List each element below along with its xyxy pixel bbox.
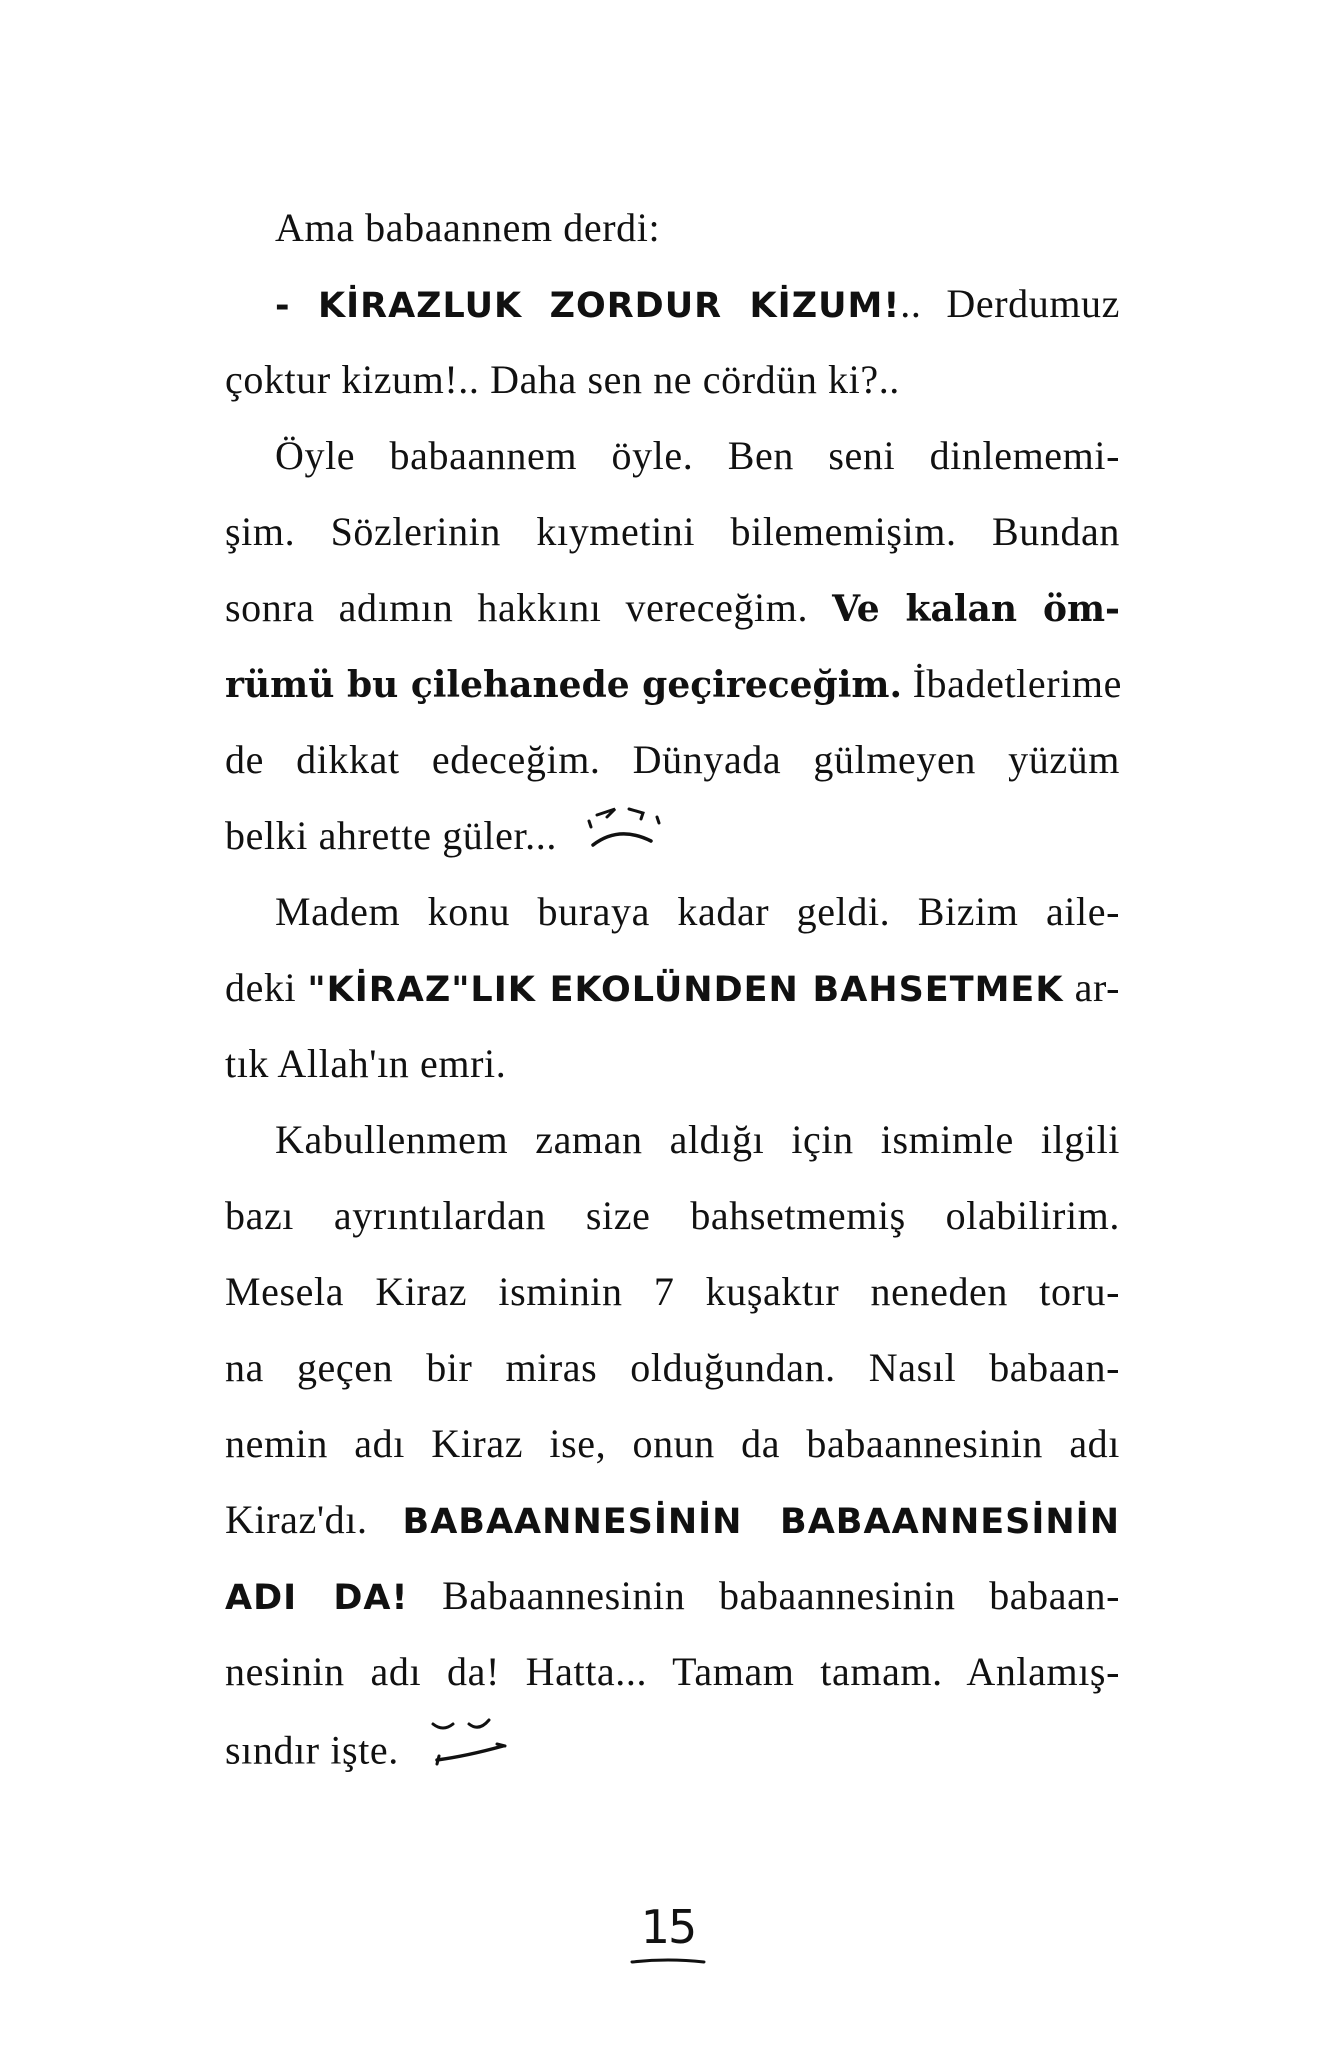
handwritten-emphasis: - KİRAZLUK ZORDUR KİZUM! bbox=[275, 286, 901, 326]
text: nemin adı Kiraz ise, onun da babaannesinin adı bbox=[225, 1421, 1120, 1466]
text: nesinin adı da! Hatta... Tamam tamam. Anlamış- bbox=[225, 1649, 1120, 1694]
text: deki bbox=[225, 965, 308, 1010]
handwritten-emphasis: "KİRAZ"LIK EKOLÜNDEN BAHSETMEK bbox=[307, 970, 1064, 1010]
paragraph-1-line-1 bbox=[225, 190, 1120, 266]
bold-emphasis: Ve kalan öm- bbox=[832, 588, 1120, 630]
paragraph-3-line-1 bbox=[225, 418, 1120, 494]
paragraph-4-line-2 bbox=[225, 950, 1120, 1026]
paragraph-3-line-2 bbox=[225, 494, 1120, 570]
text: Kiraz'dı. bbox=[225, 1497, 403, 1542]
text: .. Derdumuz bbox=[900, 281, 1120, 326]
text: Mesela Kiraz isminin 7 kuşaktır neneden toru- bbox=[225, 1269, 1120, 1314]
text: sonra adımın hakkını vereceğim. bbox=[225, 585, 833, 630]
paragraph-5-line-3 bbox=[225, 1254, 1120, 1330]
paragraph-3-line-5 bbox=[225, 722, 1120, 798]
text: Ama babaannem derdi: bbox=[275, 205, 661, 250]
paragraph-5-line-2 bbox=[225, 1178, 1120, 1254]
paragraph-4-line-3 bbox=[225, 1026, 1120, 1102]
handwritten-emphasis: ADI DA! bbox=[225, 1578, 409, 1618]
text: sındır işte. bbox=[225, 1727, 399, 1773]
text: Kabullenmem zaman aldığı için ismimle ilgili bbox=[275, 1117, 1120, 1162]
text: ar- bbox=[1063, 965, 1120, 1010]
text: çoktur kizum!.. Daha sen ne cördün ki?.. bbox=[225, 357, 900, 402]
page-number-text: 15 bbox=[640, 1900, 696, 1954]
paragraph-5-line-6 bbox=[225, 1482, 1120, 1558]
paragraph-5-line-8 bbox=[225, 1634, 1120, 1710]
text: na geçen bir miras olduğundan. Nasıl babaan- bbox=[225, 1345, 1120, 1390]
paragraph-3-line-6 bbox=[225, 798, 1120, 874]
text: şim. Sözlerinin kıymetini bilememişim. Bundan bbox=[225, 509, 1120, 554]
paragraph-4-line-1 bbox=[225, 874, 1120, 950]
text: belki ahrette güler... bbox=[225, 813, 557, 858]
text: bazı ayrıntılardan size bahsetmemiş olabilirim. bbox=[225, 1193, 1120, 1238]
smirk-face-doodle-icon bbox=[417, 1710, 517, 1799]
paragraph-5-line-9 bbox=[225, 1710, 1120, 1786]
paragraph-3-line-4 bbox=[225, 646, 1120, 722]
text: tık Allah'ın emri. bbox=[225, 1041, 507, 1086]
text: İbadetlerime bbox=[902, 661, 1122, 706]
handwritten-emphasis: BABAANNESİNİN BABAANNESİNİN bbox=[402, 1502, 1120, 1542]
bold-emphasis: rümü bu çilehanede geçireceğim. bbox=[225, 664, 903, 706]
page-number bbox=[628, 1900, 708, 1966]
paragraph-3-line-3 bbox=[225, 570, 1120, 646]
paragraph-2-line-1 bbox=[225, 266, 1120, 342]
paragraph-5-line-7 bbox=[225, 1558, 1120, 1634]
paragraph-2-line-2 bbox=[225, 342, 1120, 418]
text: de dikkat edeceğim. Dünyada gülmeyen yüzüm bbox=[225, 737, 1120, 782]
text: Madem konu buraya kadar geldi. Bizim aile- bbox=[275, 889, 1120, 934]
paragraph-5-line-1 bbox=[225, 1102, 1120, 1178]
book-page-body bbox=[225, 190, 1120, 1786]
text: Öyle babaannem öyle. Ben seni dinlememi- bbox=[275, 433, 1120, 478]
text: Babaannesinin babaannesinin babaan- bbox=[408, 1573, 1120, 1618]
sad-face-doodle-icon bbox=[575, 799, 665, 880]
paragraph-5-line-4 bbox=[225, 1330, 1120, 1406]
paragraph-5-line-5 bbox=[225, 1406, 1120, 1482]
page-number-underline-icon bbox=[628, 1956, 708, 1966]
